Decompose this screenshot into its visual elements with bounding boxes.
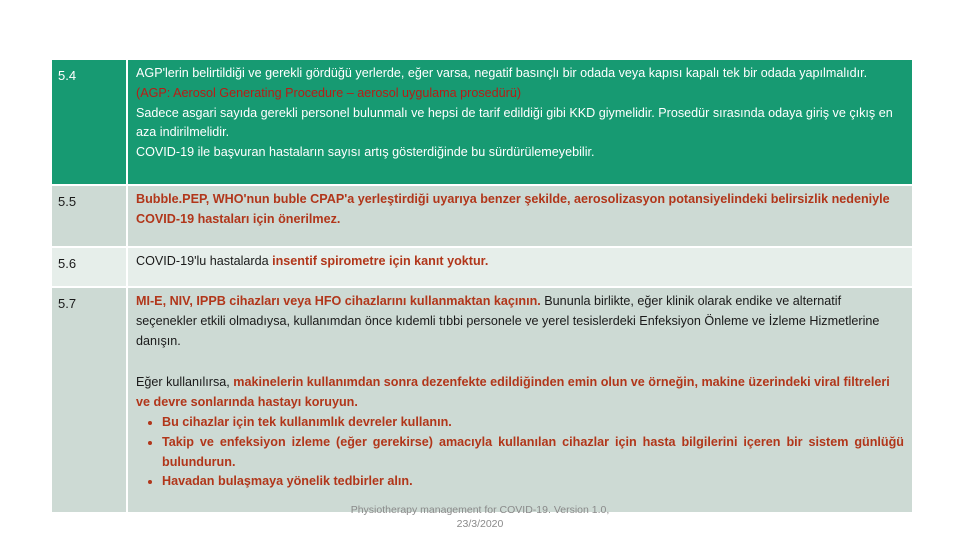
table-row [52,246,912,286]
list-item: • Takip ve enfeksiyon izleme (eğer gerekirse) amacıyla kullanılan cihazlar için hasta bilgilerini içeren bir sistem günlüğü bulundurun. [162,433,904,473]
table-row [52,184,912,246]
highlighted-text: (AGP: Aerosol Generating Procedure – aerosol uygulama prosedürü) [136,85,522,100]
paragraph: Sadece asgari sayıda gerekli personel bulunmalı ve hepsi de tarif edildiği gibi KKD giymelidir. Prosedür sırasında odaya giriş ve çıkış en aza indirilmelidir. [136,105,893,140]
row-content [128,60,912,184]
bullet-list [136,413,904,492]
paragraph: AGP'lerin belirtildiği ve gerekli gördüğü yerlerde, eğer varsa, negatif basınçlı bir odada veya kapısı kapalı tek bir odada yapılmalıdır. (AGP: Aerosol Generating Procedure – aerosol uygulama prosedürü) [136,66,868,100]
paragraph: Bubble.PEP, WHO'nun buble CPAP'a yerleştirdiği uyarıya benzer şekilde, aerosolizasyon potansiyelindeki belirsizlik nedeniyle COVID-19 hastaları için önerilmez. [136,192,890,226]
paragraph: Eğer kullanılırsa, makinelerin kullanımdan sonra dezenfekte edildiğinden emin olun ve örneğin, makine üzerindeki viral filtreleri ve devre sonlarında hastayı koruyun. [136,375,890,410]
table-row [52,60,912,184]
footer-date: 23/3/2020 [456,518,504,530]
list-item: • Havadan bulaşmaya yönelik tedbirler alın. [162,472,904,492]
highlighted-text: MI-E, NIV, IPPB cihazları veya HFO cihazlarını kullanmaktan kaçının. [136,294,541,308]
paragraph: COVID-19 ile başvuran hastaların sayısı artış gösterdiğinde bu sürdürülemeyebilir. [136,145,595,160]
row-number: 5.4 [52,60,128,184]
row-number: 5.6 [52,248,128,286]
row-content [128,288,912,512]
paragraph: MI-E, NIV, IPPB cihazları veya HFO cihazlarını kullanmaktan kaçının. Bununla birlikte, eğer klinik olarak endike ve alternatif seçenekler etkili olmadıysa, kullanımdan önce kıdemli tıbbi personele ve yerel tesislerdeki Enfeksiyon Önleme ve İzleme Hizmetlerine danışın. [136,294,880,348]
row-content [128,248,912,286]
highlighted-text: makinelerin kullanımdan sonra dezenfekte edildiğinden emin olun ve örneğin, makine üzerindeki viral filtreleri ve devre sonlarında hastayı koruyun. [136,375,890,410]
row-number: 5.7 [52,288,128,512]
footer [330,503,630,531]
list-item: • Bu cihazlar için tek kullanımlık devreler kullanın. [162,413,904,433]
footer-citation: Physiotherapy management for COVID-19. Version 1.0, [350,504,610,516]
row-number: 5.5 [52,186,128,246]
table-row [52,286,912,512]
highlighted-text: insentif spirometre için kanıt yoktur. [272,254,489,268]
paragraph: COVID-19'lu hastalarda insentif spirometre için kanıt yoktur. [136,254,489,268]
row-content [128,186,912,246]
